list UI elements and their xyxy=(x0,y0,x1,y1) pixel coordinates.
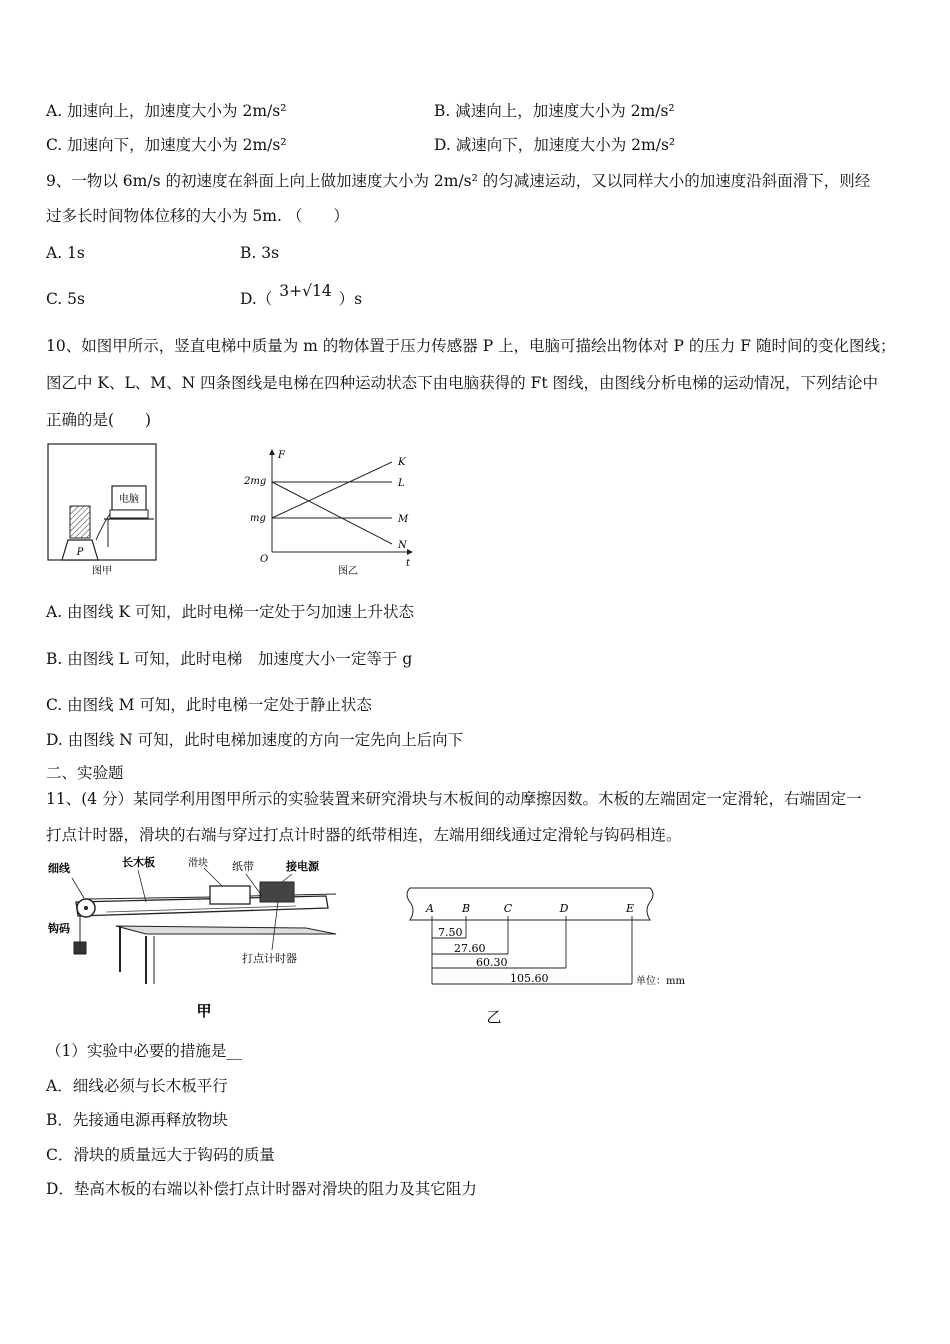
q11-option-d: D．垫高木板的右端以补偿打点计时器对滑块的阻力及其它阻力 xyxy=(46,1180,477,1198)
q10-stem-line3: 正确的是( ) xyxy=(46,411,152,429)
label-n: N xyxy=(398,540,407,551)
computer-label: 电脑 xyxy=(119,494,139,505)
q9-stem-line1: 9、一物以 6m/s 的初速度在斜面上向上做加速度大小为 2m/s² 的匀减速运动，又以同样大小的加速度沿斜面滑下，则经 xyxy=(46,172,871,190)
q9-option-d-suffix: ）s xyxy=(338,290,363,308)
label-tape: 纸带 xyxy=(232,860,254,873)
dist-ac: 27.60 xyxy=(454,942,486,955)
unit-label: 单位：mm xyxy=(636,976,685,987)
label-l: L xyxy=(398,478,405,489)
q8-option-b: B. 减速向上，加速度大小为 2m/s² xyxy=(434,102,675,120)
figure-a-caption: 图甲 xyxy=(92,566,112,577)
tick-2mg: 2mg xyxy=(244,476,267,487)
q10-option-d: D. 由图线 N 可知，此时电梯加速度的方向一定先向上后向下 xyxy=(46,731,464,749)
tick-mg: mg xyxy=(250,513,266,524)
sensor-label: P xyxy=(76,547,84,558)
q11-option-b: B．先接通电源再释放物块 xyxy=(46,1111,228,1129)
q10-option-a: A. 由图线 K 可知，此时电梯一定处于匀加速上升状态 xyxy=(46,603,414,621)
mass-block xyxy=(70,506,90,538)
dist-ae: 105.60 xyxy=(510,972,549,985)
q10-figure-a xyxy=(46,442,162,580)
q8-option-c: C. 加速向下，加速度大小为 2m/s² xyxy=(46,136,287,154)
q10-figure-b xyxy=(240,444,420,580)
x-axis-label: t xyxy=(406,558,411,569)
q11-figure-b xyxy=(404,880,704,1028)
line-n xyxy=(272,482,392,544)
q11-option-c: C．滑块的质量远大于钩码的质量 xyxy=(46,1146,275,1164)
figure-b-caption: 乙 xyxy=(486,1008,502,1026)
paper-tape xyxy=(407,888,653,920)
q11-stem-line2: 打点计时器，滑块的右端与穿过打点计时器的纸带相连，左端用细线通过定滑轮与钩码相连。 xyxy=(46,826,682,844)
label-m: M xyxy=(398,514,409,525)
dist-ab: 7.50 xyxy=(438,926,463,939)
slider-block xyxy=(210,886,250,904)
section-title: 二、实验题 xyxy=(46,764,124,782)
label-string: 细线 xyxy=(48,862,70,875)
q9-option-d-prefix: D.（ xyxy=(240,290,273,308)
q11-option-a: A．细线必须与长木板平行 xyxy=(46,1077,228,1095)
q10-option-c: C. 由图线 M 可知，此时电梯一定处于静止状态 xyxy=(46,696,372,714)
q9-option-c: C. 5s xyxy=(46,290,85,308)
q10-stem-line2: 图乙中 K、L、M、N 四条图线是电梯在四种运动状态下由电脑获得的 Ft 图线，由图线分析电梯的运动情况，下列结论中 xyxy=(46,374,879,392)
dist-ad: 60.30 xyxy=(476,956,508,969)
line-k xyxy=(272,462,392,518)
origin-label: O xyxy=(260,554,269,565)
point-a: A xyxy=(426,902,434,915)
label-hook: 钩码 xyxy=(48,922,70,935)
q11-sub1: （1）实验中必要的措施是__ xyxy=(46,1042,242,1060)
point-e: E xyxy=(625,902,635,915)
q9-stem-line2: 过多长时间物体位移的大小为 5m. （ ） xyxy=(46,207,349,225)
q8-option-a: A. 加速向上，加速度大小为 2m/s² xyxy=(46,102,287,120)
point-c: C xyxy=(503,902,513,915)
q11-figure-a xyxy=(46,856,346,1026)
label-board: 长木板 xyxy=(122,856,155,869)
q8-option-d: D. 减速向下，加速度大小为 2m/s² xyxy=(434,136,676,154)
label-slider: 滑块 xyxy=(188,858,208,869)
q9-option-b: B. 3s xyxy=(240,244,280,262)
q9-option-d-math: 3+√14 xyxy=(279,282,332,300)
figure-a-caption: 甲 xyxy=(196,1002,212,1020)
label-timer: 打点计时器 xyxy=(242,952,297,965)
point-b: B xyxy=(461,902,471,915)
point-d: D xyxy=(559,902,569,915)
y-axis-label: F xyxy=(278,450,285,461)
q9-option-a: A. 1s xyxy=(46,244,85,262)
label-k: K xyxy=(398,457,406,468)
q10-option-b: B. 由图线 L 可知，此时电梯 加速度大小一定等于 g xyxy=(46,650,413,668)
label-power: 接电源 xyxy=(286,860,319,873)
hook-weight xyxy=(74,942,86,954)
q9-option-d xyxy=(240,282,363,310)
figure-b-caption: 图乙 xyxy=(338,566,358,577)
q11-stem-line1: 11、(4 分）某同学利用图甲所示的实验装置来研究滑块与木板间的动摩擦因数。木板的左端固定一定滑轮，右端固定一 xyxy=(46,790,862,808)
timer-icon xyxy=(260,882,294,902)
q10-stem-line1: 10、如图甲所示，竖直电梯中质量为 m 的物体置于压力传感器 P 上，电脑可描绘出物体对 P 的压力 F 随时间的变化图线； xyxy=(46,337,896,355)
